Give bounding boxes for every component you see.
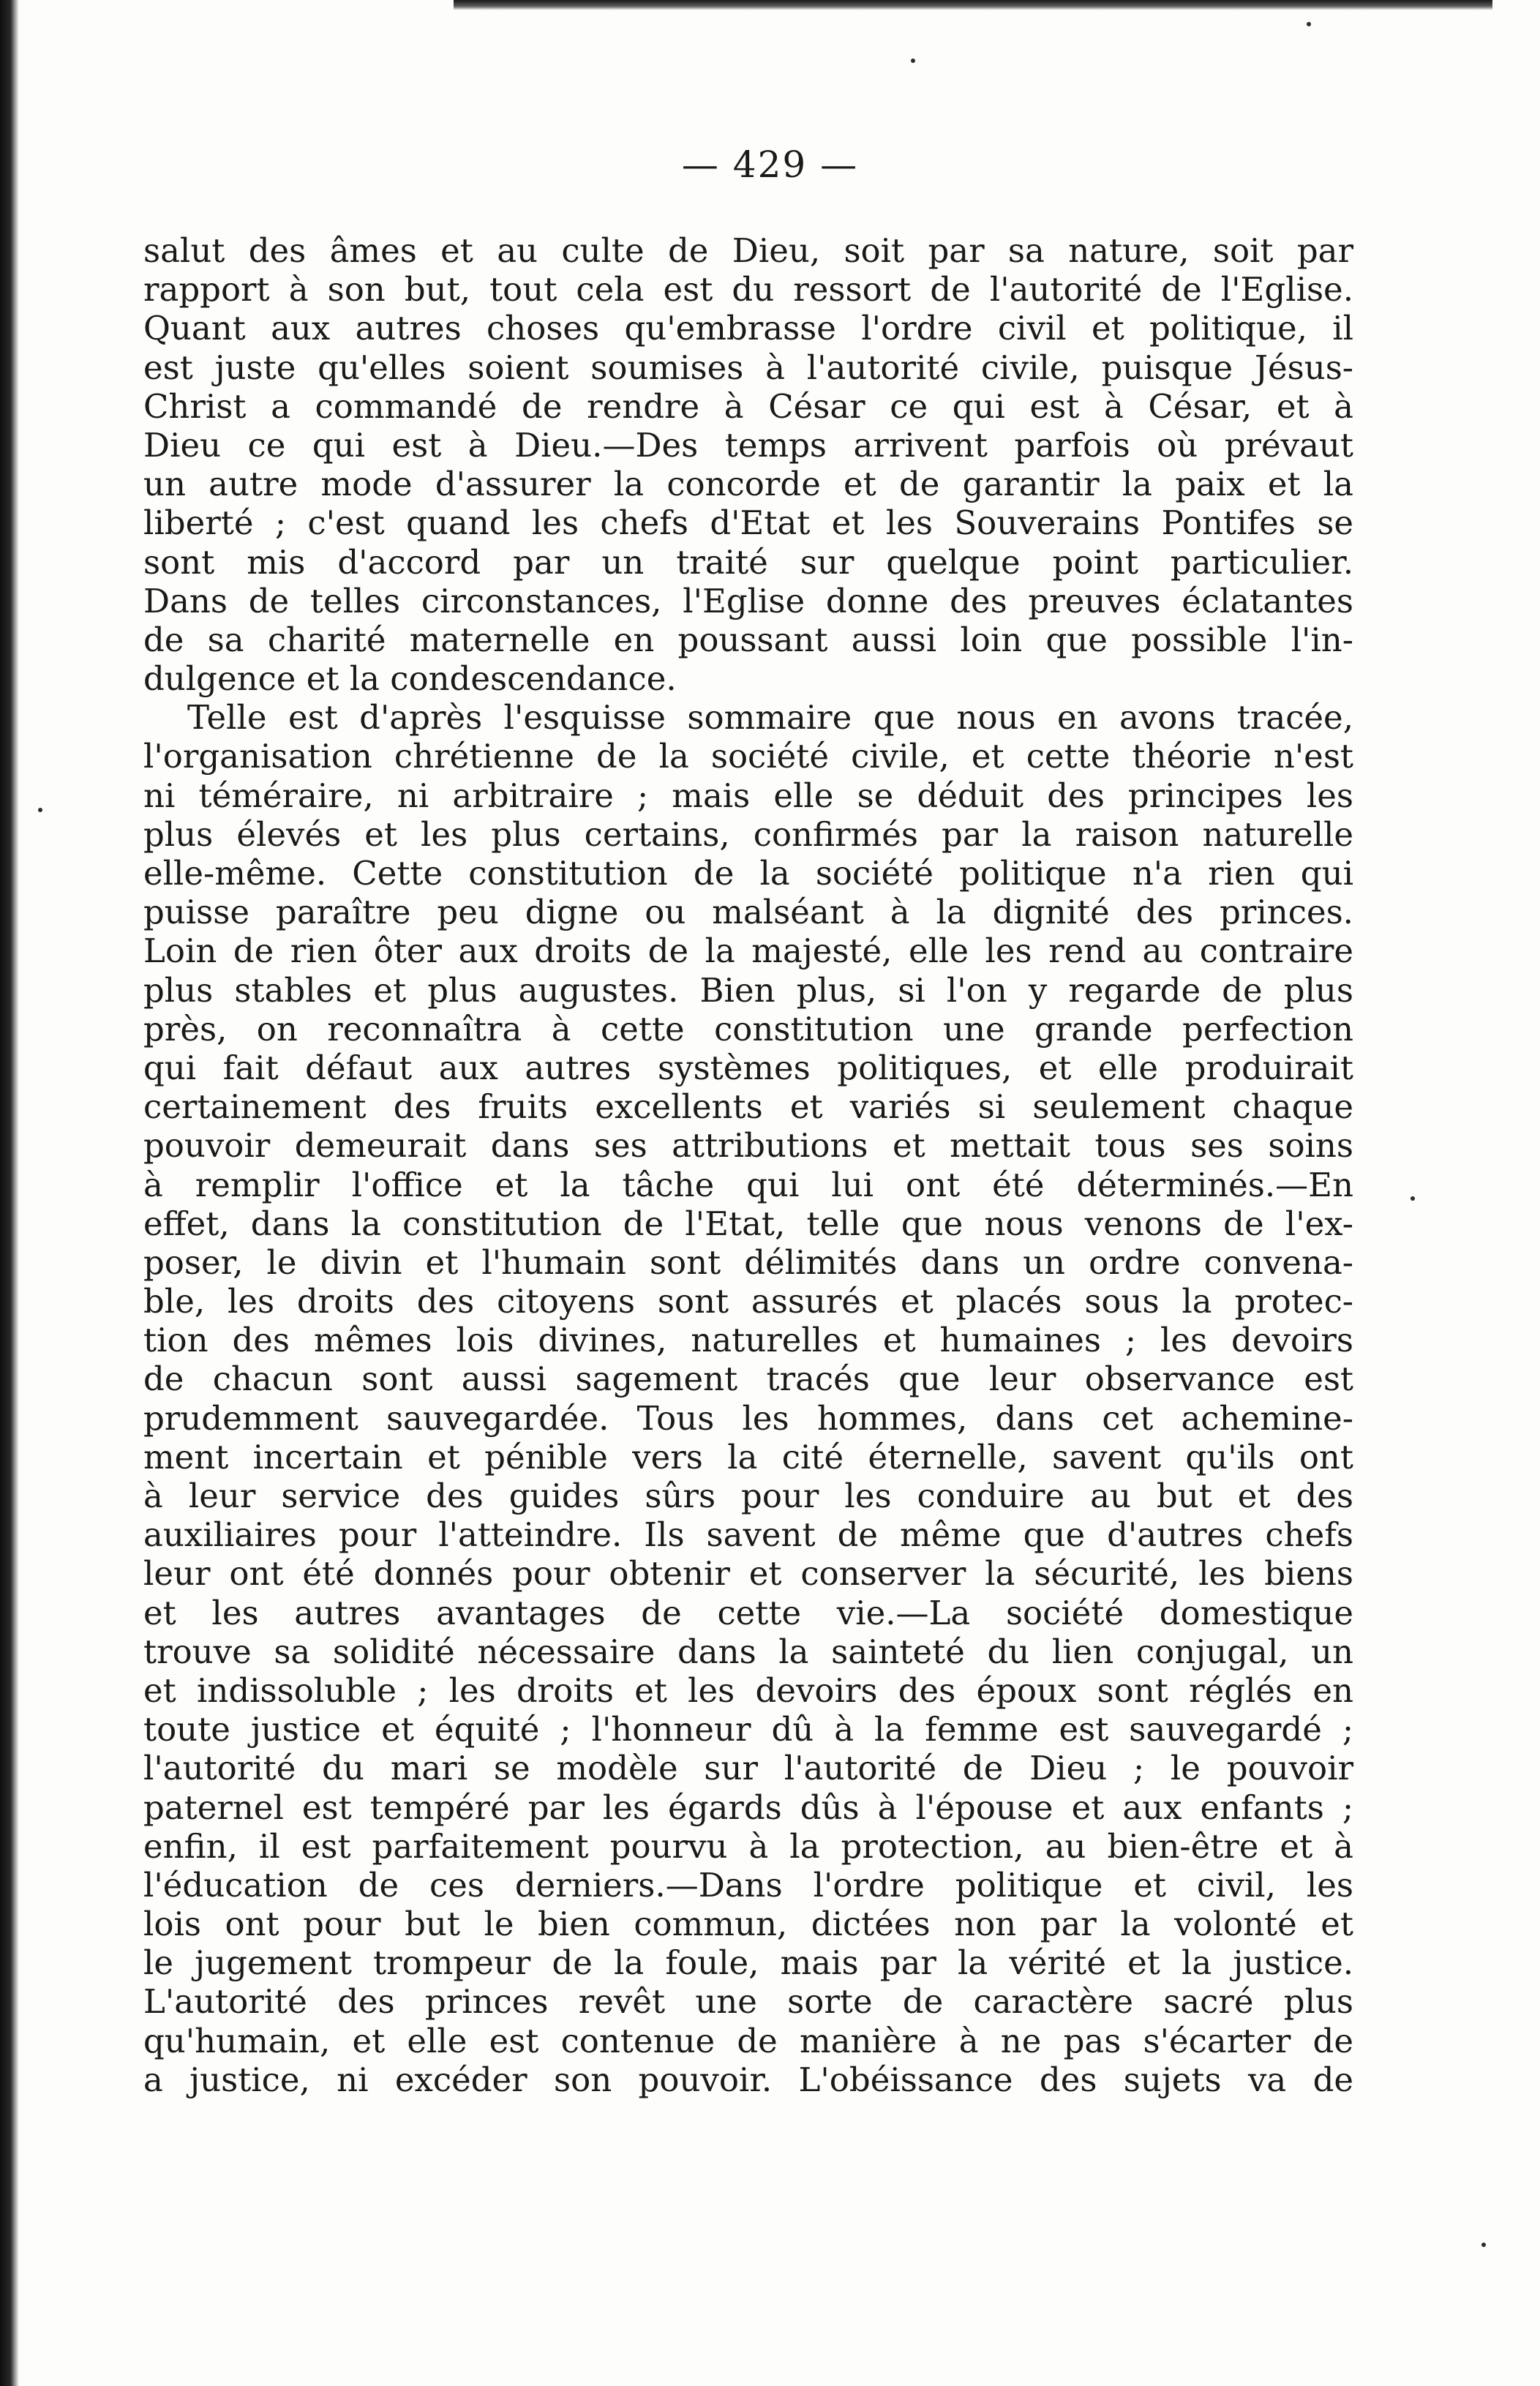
text-line: ble, les droits des citoyens sont assurés et placés sous la protec- — [143, 1282, 1353, 1321]
text-line: prudemment sauvegardée. Tous les hommes, dans cet achemine- — [143, 1398, 1353, 1438]
text-line: de chacun sont aussi sagement tracés que leur observance est — [143, 1359, 1353, 1399]
text-line: L'autorité des princes revêt une sorte de caractère sacré plus — [143, 1982, 1353, 2022]
text-line: ment incertain et pénible vers la cité éternelle, savent qu'ils ont — [143, 1437, 1353, 1477]
scan-binding-shadow — [0, 0, 19, 2386]
scan-speck — [911, 59, 915, 63]
text-line: paternel est tempéré par les égards dûs à l'épouse et aux enfants ; — [143, 1787, 1353, 1827]
text-line: elle-même. Cette constitution de la société politique n'a rien qui — [143, 854, 1353, 893]
text-line: et indissoluble ; les droits et les devoirs des époux sont réglés en — [143, 1670, 1353, 1710]
text-line: effet, dans la constitution de l'Etat, telle que nous venons de l'ex- — [143, 1204, 1353, 1243]
text-line: un autre mode d'assurer la concorde et de garantir la paix et la — [143, 465, 1353, 504]
text-line: a justice, ni excéder son pouvoir. L'obéissance des sujets va de — [143, 2060, 1353, 2099]
text-line: certainement des fruits excellents et variés si seulement chaque — [143, 1087, 1353, 1127]
text-line: sont mis d'accord par un traité sur quelque point particulier. — [143, 542, 1353, 582]
text-line: Christ a commandé de rendre à César ce qui est à César, et à — [143, 386, 1353, 426]
text-line: rapport à son but, tout cela est du ressort de l'autorité de l'Eglise. — [143, 270, 1353, 309]
text-line: leur ont été donnés pour obtenir et conserver la sécurité, les biens — [143, 1554, 1353, 1594]
scan-speck — [38, 808, 42, 812]
text-line: à remplir l'office et la tâche qui lui ont été déterminés.—En — [143, 1165, 1353, 1204]
scan-speck — [1411, 1196, 1415, 1201]
text-line: auxiliaires pour l'atteindre. Ils savent de même que d'autres chefs — [143, 1515, 1353, 1555]
text-line: à leur service des guides sûrs pour les conduire au but et des — [143, 1477, 1353, 1515]
text-line: salut des âmes et au culte de Dieu, soit par sa nature, soit par — [143, 231, 1353, 270]
text-line: trouve sa solidité nécessaire dans la sainteté du lien conjugal, un — [143, 1632, 1353, 1671]
text-line: plus stables et plus augustes. Bien plus, si l'on y regarde de plus — [143, 970, 1353, 1010]
page-number: — 429 — — [681, 143, 859, 186]
text-line: ni téméraire, ni arbitraire ; mais elle se déduit des principes les — [143, 776, 1353, 815]
text-line: est juste qu'elles soient soumises à l'autorité civile, puisque Jésus- — [143, 348, 1353, 387]
paragraph-start-line: Telle est d'après l'esquisse sommaire que nous en avons tracée, — [187, 698, 1353, 738]
text-line: pouvoir demeurait dans ses attributions et mettait tous ses soins — [143, 1126, 1353, 1166]
text-line: toute justice et équité ; l'honneur dû à la femme est sauvegardé ; — [143, 1710, 1353, 1749]
text-line: Quant aux autres choses qu'embrasse l'ordre civil et politique, il — [143, 309, 1353, 348]
text-line: l'autorité du mari se modèle sur l'autorité de Dieu ; le pouvoir — [143, 1749, 1353, 1788]
text-line: qui fait défaut aux autres systèmes politiques, et elle produirait — [143, 1048, 1353, 1087]
text-line: et les autres avantages de cette vie.—La société domestique — [143, 1593, 1353, 1632]
text-line: le jugement trompeur de la foule, mais par la vérité et la justice. — [143, 1943, 1353, 1983]
scan-top-shadow — [454, 0, 1492, 10]
text-line: plus élevés et les plus certains, confirmés par la raison naturelle — [143, 814, 1353, 854]
text-line: dulgence et la condescendance. — [143, 659, 677, 699]
text-line: puisse paraître peu digne ou malséant à la dignité des princes. — [143, 893, 1353, 932]
text-line: l'éducation de ces derniers.—Dans l'ordre politique et civil, les — [143, 1865, 1353, 1905]
text-line: de sa charité maternelle en poussant aussi loin que possible l'in- — [143, 620, 1353, 659]
scan-speck — [1307, 22, 1311, 26]
body-text — [143, 231, 1353, 2099]
text-line: Loin de rien ôter aux droits de la majesté, elle les rend au contraire — [143, 931, 1353, 971]
text-line: près, on reconnaîtra à cette constitution une grande perfection — [143, 1009, 1353, 1048]
text-line: enfin, il est parfaitement pourvu à la protection, au bien-être et à — [143, 1826, 1353, 1866]
text-line: qu'humain, et elle est contenue de manière à ne pas s'écarter de — [143, 2021, 1353, 2060]
text-line: l'organisation chrétienne de la société civile, et cette théorie n'est — [143, 737, 1353, 776]
text-line: liberté ; c'est quand les chefs d'Etat et les Souverains Pontifes se — [143, 503, 1353, 543]
scan-speck — [1481, 2243, 1486, 2247]
text-line: poser, le divin et l'humain sont délimités dans un ordre convena- — [143, 1242, 1353, 1282]
text-line: Dans de telles circonstances, l'Eglise donne des preuves éclatantes — [143, 581, 1353, 620]
text-line: tion des mêmes lois divines, naturelles et humaines ; les devoirs — [143, 1321, 1353, 1360]
text-line: Dieu ce qui est à Dieu.—Des temps arrivent parfois où prévaut — [143, 425, 1353, 465]
text-line: lois ont pour but le bien commun, dictées non par la volonté et — [143, 1905, 1353, 1944]
